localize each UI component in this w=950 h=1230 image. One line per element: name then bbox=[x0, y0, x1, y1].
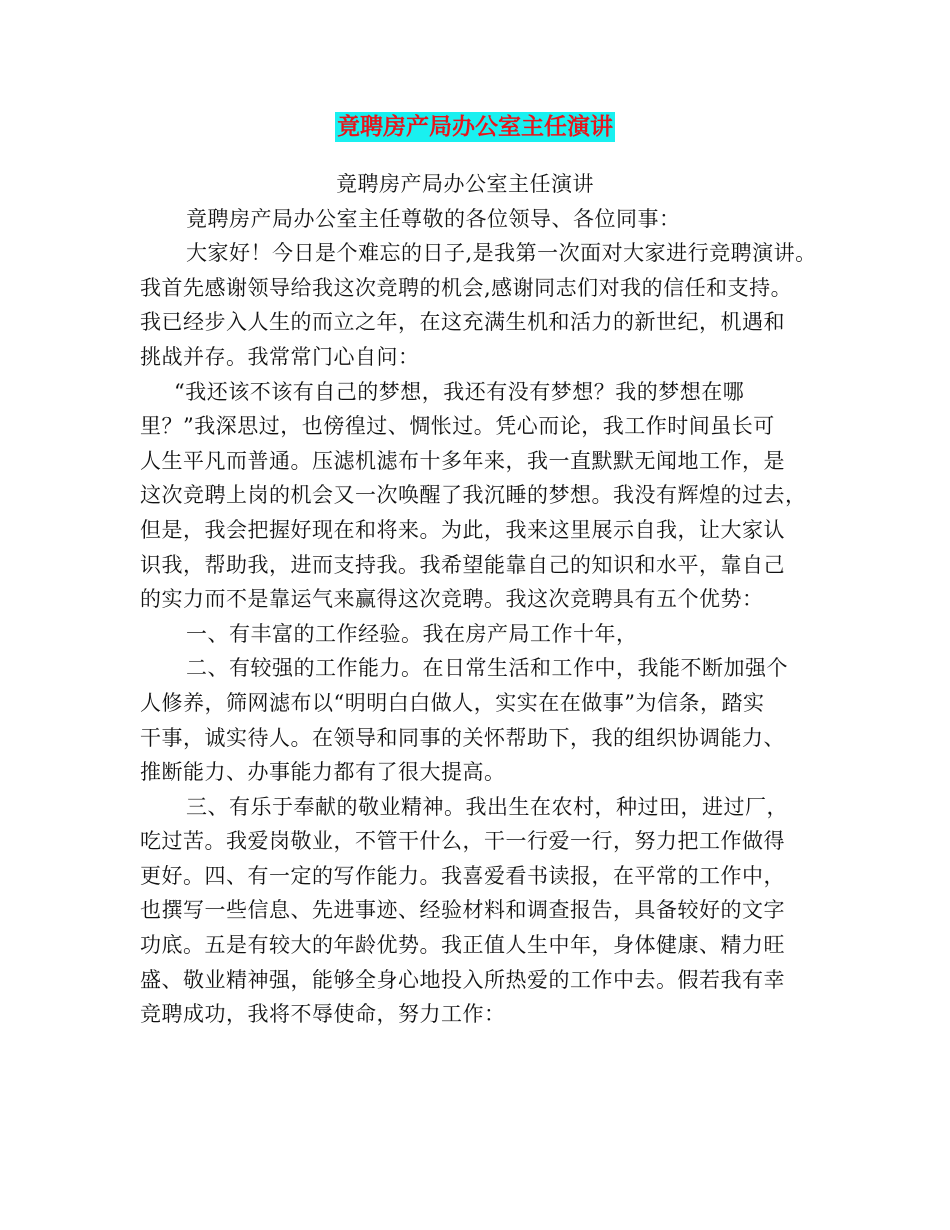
paragraph-line: 我首先感谢领导给我这次竞聘的机会,感谢同志们对我的信任和支持。 bbox=[140, 275, 793, 300]
paragraph-line: 一、有丰富的工作经验。我在房产局工作十年， bbox=[186, 621, 638, 646]
paragraph-line: 人生平凡而普通。压滤机滤布十多年来，我一直默默无闻地工作，是 bbox=[140, 448, 785, 473]
paragraph-line: 识我，帮助我，进而支持我。我希望能靠自己的知识和水平，靠自己 bbox=[140, 552, 785, 577]
paragraph-line: 三、有乐于奉献的敬业精神。我出生在农村，种过田，进过厂， bbox=[186, 794, 788, 819]
salutation-line: 竟聘房产局办公室主任尊敬的各位领导、各位同事： bbox=[186, 206, 681, 231]
document-subtitle: 竟聘房产局办公室主任演讲 bbox=[336, 172, 594, 196]
paragraph-line: 我已经步入人生的而立之年，在这充满生机和活力的新世纪，机遇和 bbox=[140, 310, 785, 335]
paragraph-line: “我还该不该有自己的梦想，我还有没有梦想？我的梦想在哪 bbox=[174, 379, 745, 404]
paragraph-line: 人修养，筛网滤布以“明明白白做人，实实在在做事”为信条，踏实 bbox=[140, 690, 765, 715]
paragraph-line: 这次竞聘上岗的机会又一次唤醒了我沉睡的梦想。我没有辉煌的过去， bbox=[140, 483, 807, 508]
paragraph-line: 更好。四、有一定的写作能力。我喜爱看书读报，在平常的工作中， bbox=[140, 863, 785, 888]
paragraph-line: 大家好！今日是个难忘的日子,是我第一次面对大家进行竞聘演讲。 bbox=[186, 241, 817, 266]
paragraph-line: 但是，我会把握好现在和将来。为此，我来这里展示自我，让大家认 bbox=[140, 517, 785, 542]
paragraph-line: 吃过苦。我爱岗敬业，不管干什么，干一行爱一行，努力把工作做得 bbox=[140, 829, 785, 854]
paragraph-line: 二、有较强的工作能力。在日常生活和工作中，我能不断加强个 bbox=[186, 656, 788, 681]
paragraph-line: 的实力而不是靠运气来赢得这次竞聘。我这次竞聘具有五个优势： bbox=[140, 587, 764, 612]
document-title: 竟聘房产局办公室主任演讲 bbox=[337, 114, 613, 140]
title-container bbox=[0, 112, 950, 142]
document-body bbox=[140, 167, 830, 1032]
paragraph-line: 里？”我深思过，也傍徨过、惆怅过。凭心而论，我工作时间虽长可 bbox=[140, 414, 775, 439]
paragraph-line: 推断能力、办事能力都有了很大提高。 bbox=[140, 760, 506, 785]
paragraph-line: 竞聘成功，我将不辱使命，努力工作： bbox=[140, 1002, 506, 1027]
paragraph-line: 功底。五是有较大的年龄优势。我正值人生中年，身体健康、精力旺 bbox=[140, 933, 785, 958]
paragraph-line: 也撰写一些信息、先进事迹、经验材料和调查报告，具备较好的文字 bbox=[140, 898, 785, 923]
paragraph-line: 干事，诚实待人。在领导和同事的关怀帮助下，我的组织协调能力、 bbox=[140, 725, 785, 750]
paragraph-line: 挑战并存。我常常门心自问： bbox=[140, 344, 420, 369]
paragraph-line: 盛、敬业精神强，能够全身心地投入所热爱的工作中去。假若我有幸 bbox=[140, 967, 785, 992]
